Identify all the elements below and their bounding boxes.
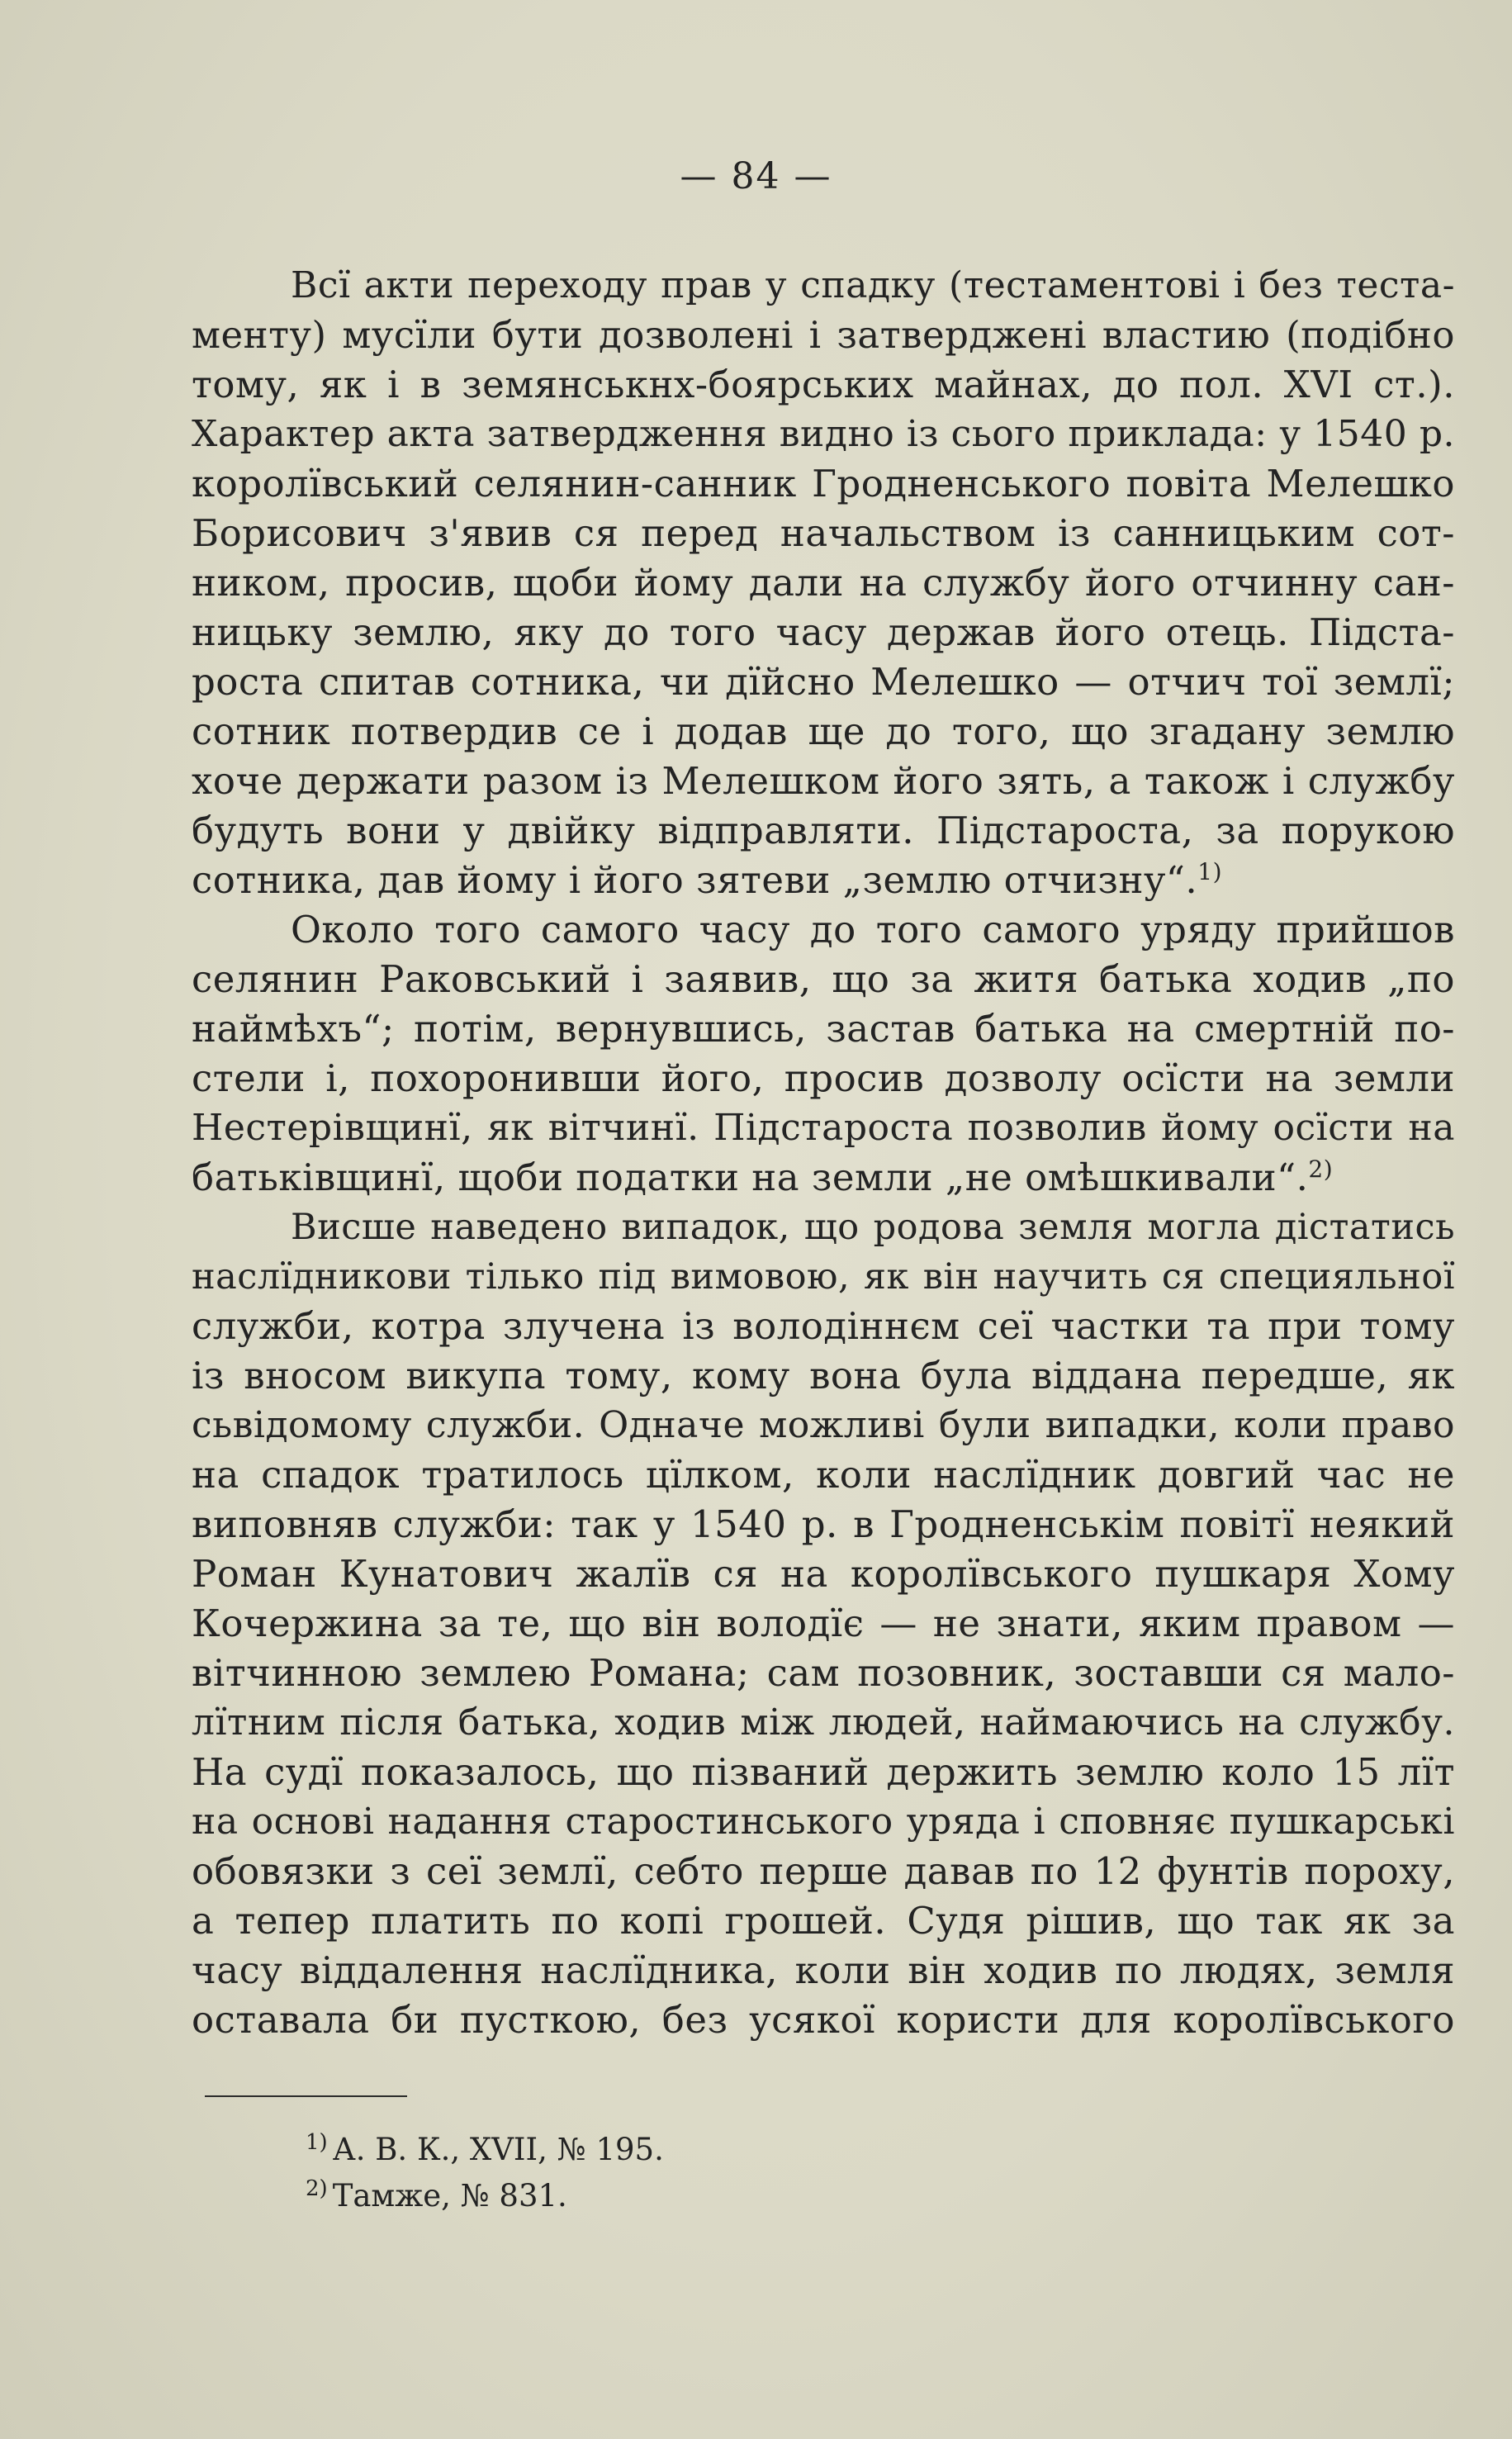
text-line — [192, 757, 1455, 806]
text-line — [192, 1549, 1455, 1599]
text-line-content: ницьку землю, яку до того часу держав його отець. Підста- — [192, 610, 1455, 654]
text-line-content: вітчинною землею Романа; сам позовник, зоставши ся мало- — [192, 1651, 1455, 1695]
text-line-content: на спадок тратилось цїлком, коли наслїдник довгий час не — [192, 1453, 1455, 1497]
text-line-content: Роман Кунатович жалїв ся на королївського пушкаря Хому — [192, 1552, 1455, 1596]
text-line — [192, 1054, 1455, 1103]
text-line — [192, 311, 1455, 360]
text-line-content: сотника, дав йому і його зятеви „землю отчизну“. — [192, 858, 1198, 902]
text-line — [192, 955, 1455, 1004]
text-line-content: наслїдникови тілько під вимовою, як він научить ся специяльної — [192, 1256, 1455, 1298]
text-line — [192, 608, 1455, 657]
footnote-text: Тамже, № 831. — [332, 2178, 567, 2214]
text-line-content: часу віддалення наслїдника, коли він ходив по людях, земля — [192, 1948, 1455, 1992]
text-line-content: Висше наведено випадок, що родова земля могла дістатись — [291, 1207, 1455, 1248]
text-line-content: а тепер платить по копі грошей. Судя рішив, що так як за — [192, 1899, 1455, 1943]
footnote — [306, 2173, 1131, 2219]
text-line — [192, 1995, 1455, 2045]
text-line — [192, 1351, 1455, 1401]
text-line-content: обовязки з сеї землї, себто перше давав по 12 фунтів пороху, — [192, 1849, 1455, 1893]
text-line — [192, 1649, 1455, 1698]
text-line-content: Характер акта затвердження видно із сього приклада: у 1540 р. — [192, 413, 1455, 455]
text-line-content: Около того самого часу до того самого уряду прийшов — [291, 908, 1455, 951]
text-line — [192, 1252, 1455, 1302]
text-line — [192, 509, 1455, 558]
footnote-text: А. В. К., XVII, № 195. — [332, 2132, 664, 2167]
text-line — [192, 1599, 1455, 1649]
text-line-content: лїтним після батька, ходив між людей, наймаючись на службу. — [192, 1701, 1455, 1744]
footnote-mark: 1) — [306, 2129, 328, 2155]
text-line-content: сотник потвердив се і додав ще до того, що згадану землю — [192, 709, 1455, 753]
text-line-content: наймѣхъ“; потім, вернувшись, застав батька на смертній по- — [192, 1007, 1455, 1051]
text-line — [192, 707, 1455, 757]
text-line — [192, 1748, 1455, 1797]
text-line-content: Всї акти переходу прав у спадку (тестаментові і без теста- — [291, 264, 1455, 306]
text-line-content: із вносом викупа тому, кому вона була віддана передше, як — [192, 1354, 1455, 1397]
text-line — [192, 1797, 1455, 1847]
footnote — [306, 2127, 1131, 2173]
footnote-mark: 2) — [306, 2176, 328, 2201]
text-line — [192, 1302, 1455, 1351]
text-line — [192, 1896, 1455, 1946]
text-line-content: батьківщинї, щоби податки на земли „не омѣшкивали“. — [192, 1155, 1309, 1199]
text-line — [192, 1153, 1455, 1203]
text-line-content: тому, як і в земянськнх-боярських майнах, до пол. XVI ст.). — [192, 363, 1455, 406]
text-line — [192, 1203, 1455, 1252]
text-line — [192, 410, 1455, 459]
text-line — [192, 558, 1455, 608]
text-line-content: менту) мусїли бути дозволені і затверджені властию (подібно — [192, 313, 1455, 357]
text-line — [192, 1847, 1455, 1896]
text-line — [192, 1946, 1455, 1995]
text-line-content: На судї показалось, що пізваний держить землю коло 15 лїт — [192, 1750, 1455, 1794]
text-line — [192, 1401, 1455, 1450]
text-line-content: виповняв служби: так у 1540 р. в Гродненськім повітї неякий — [192, 1502, 1455, 1546]
text-line — [192, 1450, 1455, 1500]
text-line-content: хоче держати разом із Мелешком його зять, а також і службу — [192, 759, 1455, 803]
text-line-content: служби, котра злучена із володіннєм сеї частки та при тому — [192, 1304, 1455, 1348]
text-line — [192, 856, 1455, 905]
text-line — [192, 360, 1455, 410]
text-line — [192, 1004, 1455, 1054]
text-line-content: селянин Раковський і заявив, що за житя батька ходив „по — [192, 957, 1455, 1001]
text-line — [192, 1500, 1455, 1549]
footnote-reference: 2) — [1308, 1155, 1334, 1183]
text-line — [192, 657, 1455, 707]
text-line-content: Борисович з'явив ся перед начальством із санницьким сот- — [192, 511, 1455, 555]
text-line-content: королївський селянин-санник Гродненського повіта Мелешко — [192, 462, 1455, 505]
footnote-divider — [205, 2095, 407, 2097]
body-text — [192, 261, 1455, 2045]
text-line — [192, 905, 1455, 955]
text-line-content: ником, просив, щоби йому дали на службу його отчинну сан- — [192, 561, 1455, 605]
footnotes — [306, 2127, 1131, 2219]
text-line — [192, 1698, 1455, 1748]
text-line-content: будуть вони у двійку відправляти. Підстароста, за порукою — [192, 809, 1455, 852]
text-line-content: стели і, похоронивши його, просив дозволу осїсти на земли — [192, 1056, 1455, 1100]
text-line-content: сьвідомому служби. Одначе можливі були випадки, коли право — [192, 1404, 1455, 1446]
text-line — [192, 261, 1455, 311]
text-line-content: оставала би пусткою, без усякої користи для королївського — [192, 1998, 1455, 2042]
page-number: — 84 — — [680, 155, 832, 197]
text-line — [192, 806, 1455, 856]
footnote-reference: 1) — [1197, 858, 1222, 885]
text-line — [192, 1103, 1455, 1153]
text-line-content: Кочержина за те, що він володїє — не знати, яким правом — — [192, 1601, 1455, 1645]
text-line — [192, 459, 1455, 509]
text-line-content: на основі надання старостинського уряда і сповняє пушкарські — [192, 1801, 1455, 1843]
text-line-content: роста спитав сотника, чи дїйсно Мелешко — отчич тої землї; — [192, 660, 1455, 704]
text-line-content: Нестерівщинї, як вітчинї. Підстароста позволив йому осїсти на — [192, 1107, 1455, 1149]
